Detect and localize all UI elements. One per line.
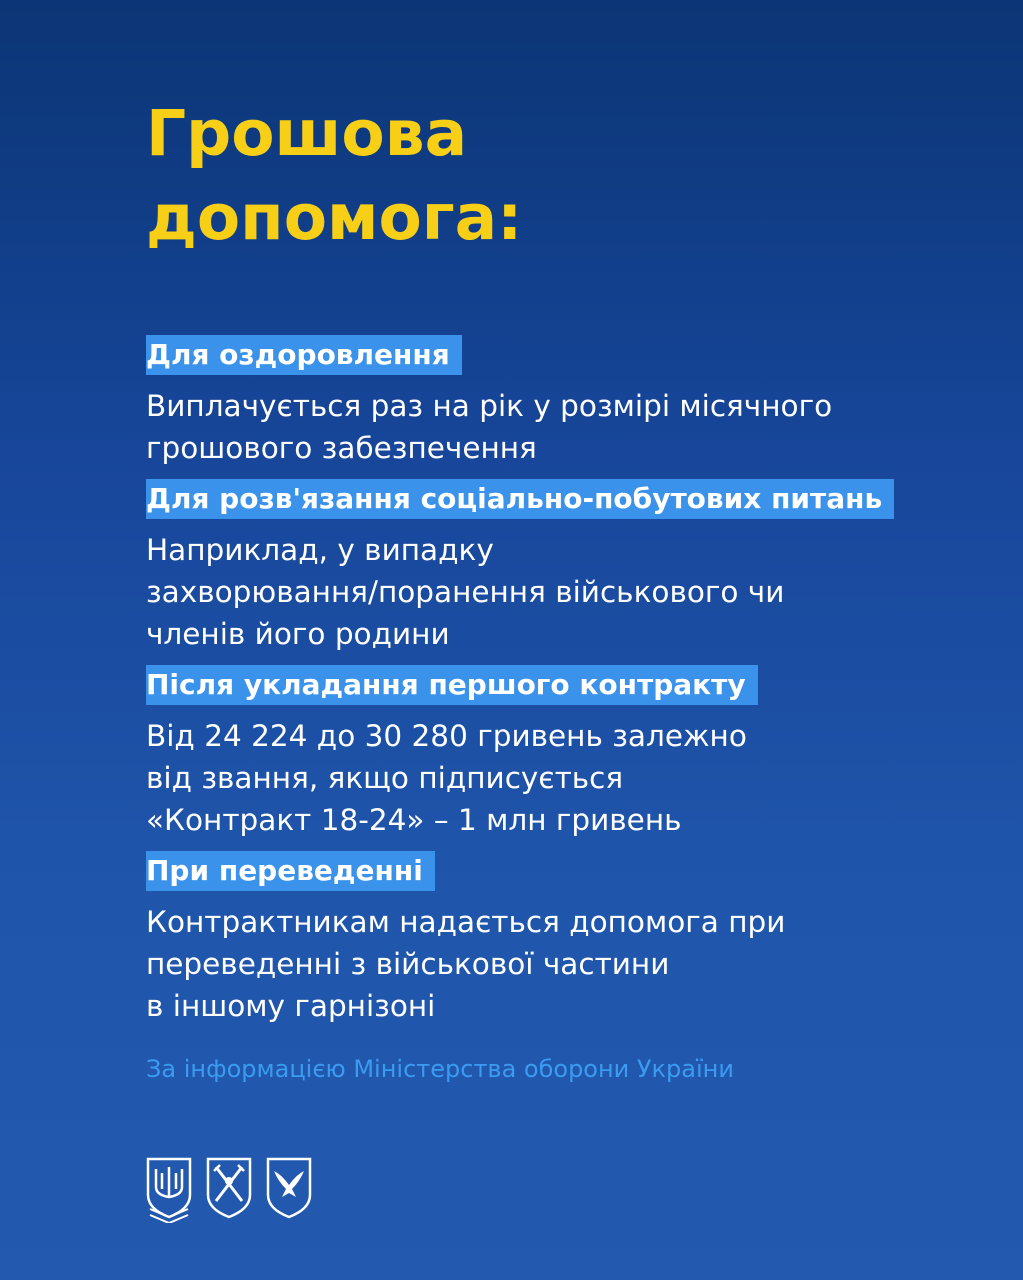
section-heading: Для розв'язання соціально-побутових питань [146,479,894,519]
title-line-2: допомога: [146,181,523,254]
section-heading: При переведенні [146,851,435,891]
sections-list [146,335,946,1027]
section-transfer [146,851,946,1027]
crossed-swords-shield-icon [206,1157,252,1223]
section-body: Виплачується раз на рік у розмірі місячного грошового забезпечення [146,389,833,465]
page-title [146,92,946,260]
title-line-1: Грошова [146,97,468,170]
section-first-contract [146,665,946,841]
section-heading: Для оздоровлення [146,335,462,375]
source-note: За інформацією Міністерства оборони України [146,1055,734,1083]
logos-row [146,1157,312,1223]
trident-shield-icon [146,1157,192,1223]
eagle-shield-icon [266,1157,312,1223]
section-social [146,479,946,655]
section-body: Від 24 224 до 30 280 гривень залежно від звання, якщо підписується «Контракт 18-24» – 1 млн гривень [146,719,747,837]
section-health [146,335,946,469]
section-body: Наприклад, у випадку захворювання/поранення військового чи членів його родини [146,533,785,651]
section-body: Контрактникам надається допомога при переведенні з військової частини в іншому гарнізоні [146,905,786,1023]
section-heading: Після укладання першого контракту [146,665,758,705]
infographic-content [146,92,946,1085]
